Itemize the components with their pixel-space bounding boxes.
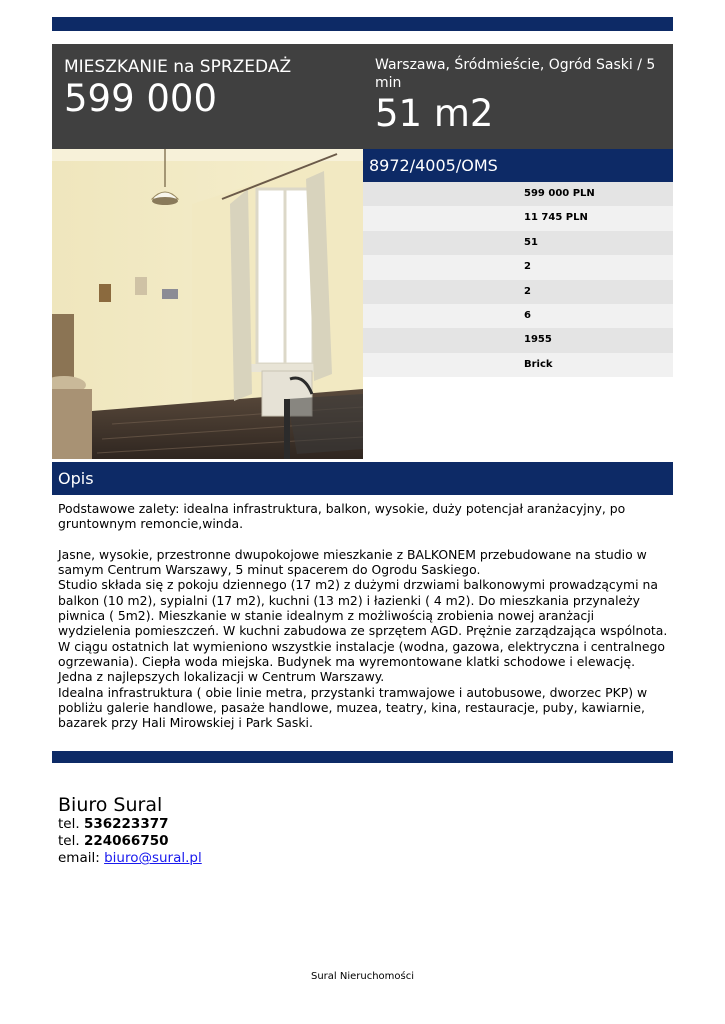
spec-row-material: Brick xyxy=(363,353,673,377)
agency-email xyxy=(58,850,202,867)
bottom-accent-bar xyxy=(52,751,673,763)
header-right xyxy=(375,56,667,136)
top-accent-bar xyxy=(52,17,673,31)
agency-contact xyxy=(58,794,202,867)
agency-phone-2 xyxy=(58,833,202,850)
specs-table xyxy=(363,182,673,377)
spec-row-price-per-m2: 11 745 PLN xyxy=(363,206,673,230)
spec-row-area: 51 xyxy=(363,231,673,255)
email-label: email: xyxy=(58,850,100,866)
email-link[interactable]: biuro@sural.pl xyxy=(104,850,202,866)
header-left xyxy=(64,57,354,121)
phone-number: 536223377 xyxy=(83,816,169,832)
listing-header xyxy=(52,44,673,149)
phone-label: tel. xyxy=(58,816,80,832)
listing-price: 599 000 xyxy=(64,77,218,120)
description-heading: Opis xyxy=(52,462,673,495)
spec-row-floors-total: 6 xyxy=(363,304,673,328)
listing-area: 51 m2 xyxy=(375,92,494,135)
description-text: Podstawowe zalety: idealna infrastruktura, balkon, wysokie, duży potencjał aranżacyjny, po gruntownym remoncie,winda. Jasne, wysokie, przestronne dwupokojowe mieszkanie z BALKONEM przebudowane na studio w samym Centrum Warszawy, 5 minut spacerem do Ogrodu Saskiego. Studio składa się z pokoju dziennego (17 m2) z dużymi drzwiami balkonowymi prowadzącymi na balkon (10 m2), sypialni (17 m2), kuchni (13 m2) i łazienki ( 4 m2). Do mieszkania przynależy piwnica ( 5m2). Mieszkanie w stanie idealnym z możliwością zrobienia nowej aranżacji wydzielenia pomieszczeń. W kuchni zabudowa ze sprzętem AGD. Prężnie zarządzająca wspólnota. W ciągu ostatnich lat wymieniono wszystkie instalacje (wodna, gazowa, elektryczna i centralnego ogrzewania). Ciepła woda miejska. Budynek ma wyremontowane klatki schodowe i elewację. Jedna z najlepszych lokalizacji w Centrum Warszawy. Idealna infrastruktura ( obie linie metra, przystanki tramwajowe i autobusowe, dworzec PKP) w pobliżu galerie handlowe, pasaże handlowe, muzea, teatry, kina, restauracje, puby, kawiarnie, bazarek przy Hali Mirowskiej i Park Saski. xyxy=(58,501,668,731)
agency-name: Biuro Sural xyxy=(58,794,163,816)
listing-reference: 8972/4005/OMS xyxy=(363,149,673,182)
page-footer: Sural Nieruchomości xyxy=(310,971,415,982)
spec-row-year-built: 1955 xyxy=(363,328,673,352)
spec-row-price: 599 000 PLN xyxy=(363,182,673,206)
spec-row-rooms: 2 xyxy=(363,255,673,279)
agency-phone-1 xyxy=(58,816,202,833)
listing-location: Warszawa, Śródmieście, Ogród Saski / 5 min xyxy=(375,57,656,91)
phone-number: 224066750 xyxy=(83,833,169,849)
description-body xyxy=(58,501,670,730)
spec-row-floor: 2 xyxy=(363,280,673,304)
listing-type: MIESZKANIE na SPRZEDAŻ xyxy=(64,57,292,77)
apartment-photo xyxy=(52,149,363,459)
phone-label: tel. xyxy=(58,833,80,849)
